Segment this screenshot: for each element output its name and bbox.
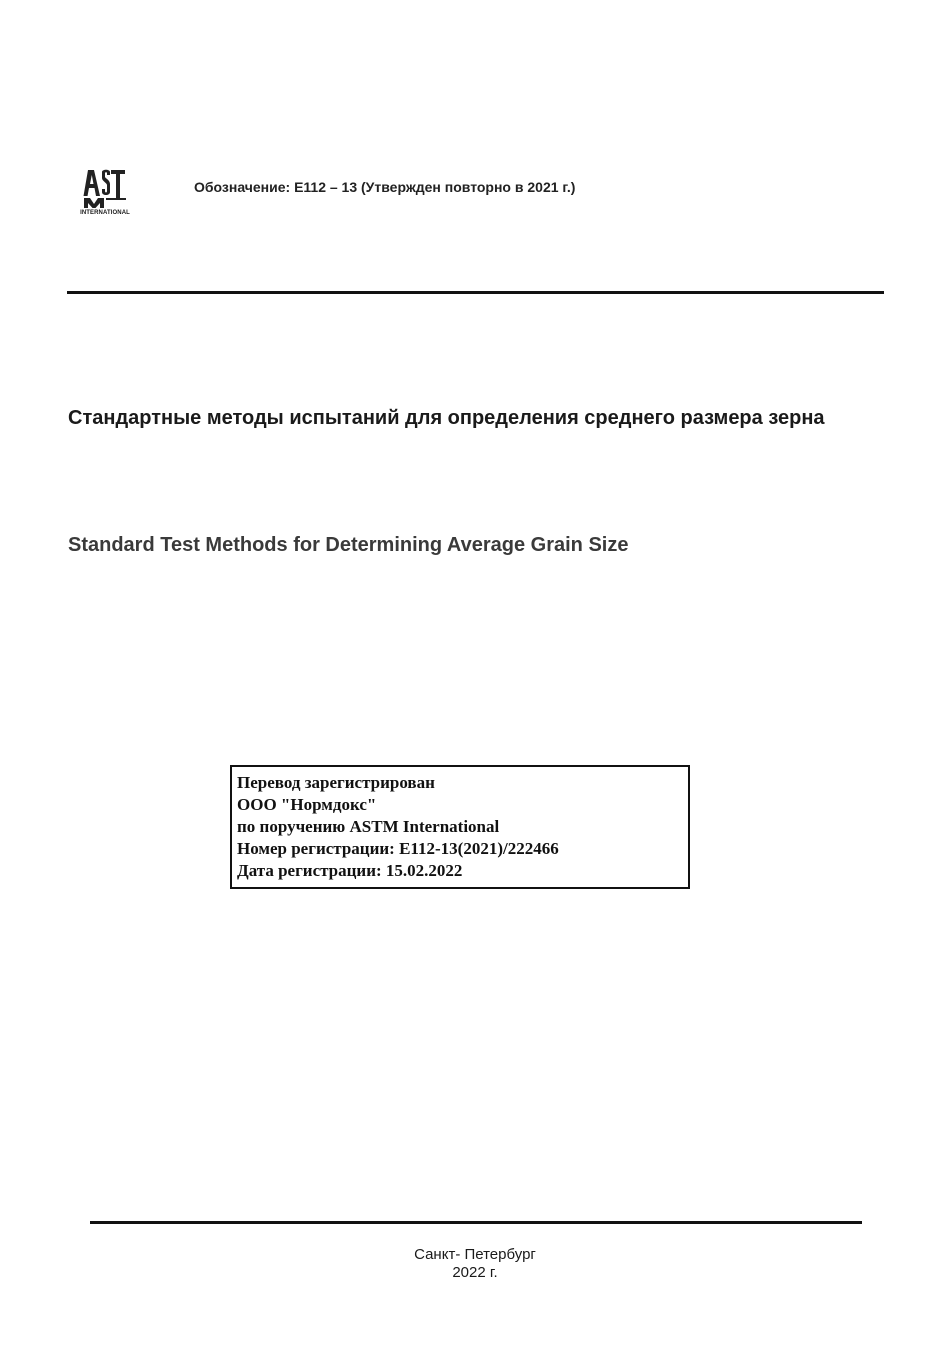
footer-year: 2022 г.: [452, 1264, 498, 1281]
registration-box: [230, 765, 690, 889]
registration-line: Перевод зарегистрирован: [237, 773, 435, 792]
footer-city: Санкт- Петербург: [414, 1246, 536, 1263]
header-divider: [67, 291, 884, 294]
registration-line: Дата регистрации: 15.02.2022: [237, 861, 463, 880]
footer: [0, 1246, 950, 1282]
title-russian: Стандартные методы испытаний для определения среднего размера зерна: [68, 407, 825, 429]
registration-line: по поручению ASTM International: [237, 817, 500, 836]
registration-line: Номер регистрации: E112-13(2021)/222466: [237, 839, 559, 858]
title-english: Standard Test Methods for Determining Average Grain Size: [68, 534, 629, 556]
astm-logo-mark: [80, 166, 130, 210]
document-designation: Обозначение: E112 – 13 (Утвержден повторно в 2021 г.): [194, 179, 576, 195]
astm-logo: [80, 166, 130, 222]
registration-line: ООО "Нормдокс": [237, 795, 377, 814]
logo-caption: INTERNATIONAL: [80, 210, 130, 216]
footer-divider: [90, 1221, 862, 1224]
